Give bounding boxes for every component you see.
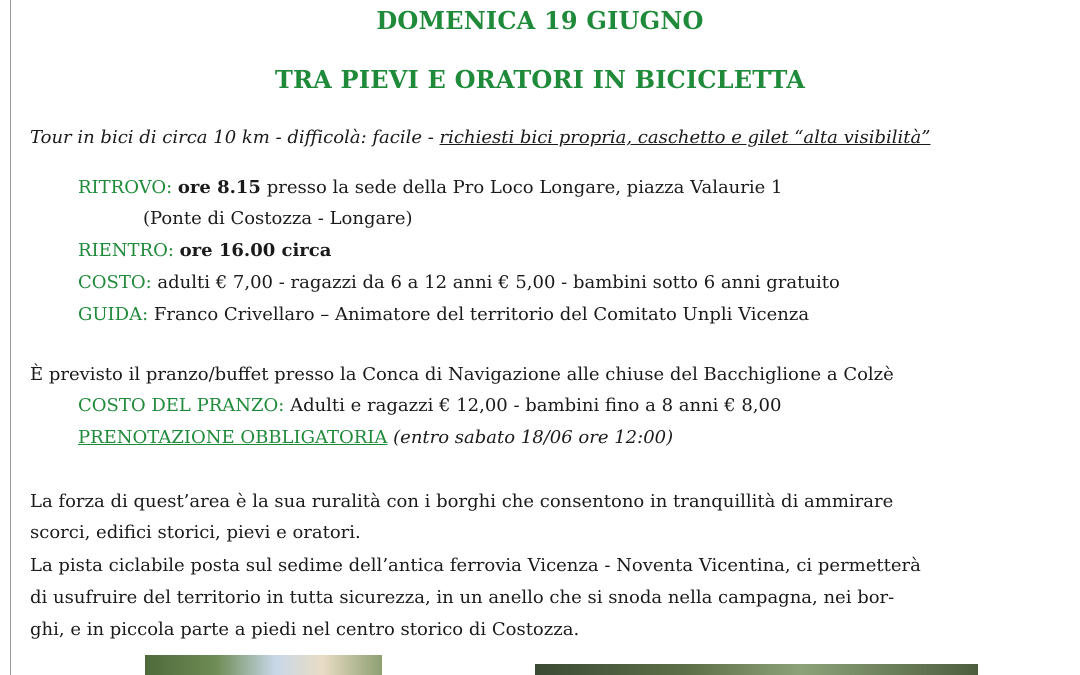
ritrovo-text: presso la sede della Pro Loco Longare, piazza Valaurie 1	[260, 177, 783, 198]
ritrovo-place: (Ponte di Costozza - Longare)	[143, 208, 413, 229]
tour-intro: Tour in bici di circa 10 km - difficolà: facile -	[30, 127, 440, 148]
ritrovo-line	[78, 177, 782, 199]
booking-line	[78, 427, 673, 449]
description-line-3: La pista ciclabile posta sul sedime dell’antica ferrovia Vicenza - Noventa Vicentina, ci permetterà	[30, 555, 921, 576]
description-line-2: scorci, edifici storici, pievi e oratori.	[30, 522, 361, 543]
guida-text: Franco Crivellaro – Animatore del territorio del Comitato Unpli Vicenza	[148, 304, 810, 325]
tour-requirements: richiesti bici propria, caschetto e gilet “alta visibilità”	[439, 127, 931, 148]
booking-label: PRENOTAZIONE OBBLIGATORIA	[78, 427, 388, 448]
lunch-cost-label: COSTO DEL PRANZO:	[78, 395, 285, 416]
costo-text: adulti € 7,00 - ragazzi da 6 a 12 anni € 5,00 - bambini sotto 6 anni gratuito	[151, 272, 840, 293]
event-title-heading: TRA PIEVI E ORATORI IN BICICLETTA	[274, 65, 806, 94]
booking-deadline: (entro sabato 18/06 ore 12:00)	[387, 427, 674, 448]
event-date-heading: DOMENICA 19 GIUGNO	[376, 6, 704, 35]
lunch-cost-text: Adulti e ragazzi € 12,00 - bambini fino a 8 anni € 8,00	[284, 395, 782, 416]
costo-label: COSTO:	[78, 272, 152, 293]
rientro-text: ore 16.00 circa	[179, 240, 332, 261]
countryside-photo	[535, 664, 978, 675]
rientro-line	[78, 240, 331, 262]
description-line-5: ghi, e in piccola parte a piedi nel centro storico di Costozza.	[30, 619, 580, 640]
guida-label: GUIDA:	[78, 304, 149, 325]
guida-line	[78, 304, 809, 326]
page-edge-rule	[10, 0, 11, 675]
ritrovo-time: ore 8.15	[177, 177, 261, 198]
rientro-label: RIENTRO:	[78, 240, 174, 261]
description-line-4: di usufruire del territorio in tutta sicurezza, in un anello che si snoda nella campagna, nei bor-	[30, 587, 895, 608]
description-line-1: La forza di quest’area è la sua ruralità con i borghi che consentono in tranquillità di ammirare	[30, 491, 894, 512]
lunch-intro: È previsto il pranzo/buffet presso la Conca di Navigazione alle chiuse del Bacchiglione a Colzè	[30, 364, 894, 385]
lunch-cost-line	[78, 395, 781, 417]
tour-info-line	[30, 127, 930, 149]
costo-line	[78, 272, 840, 294]
village-photo	[145, 655, 382, 675]
ritrovo-label: RITROVO:	[78, 177, 173, 198]
